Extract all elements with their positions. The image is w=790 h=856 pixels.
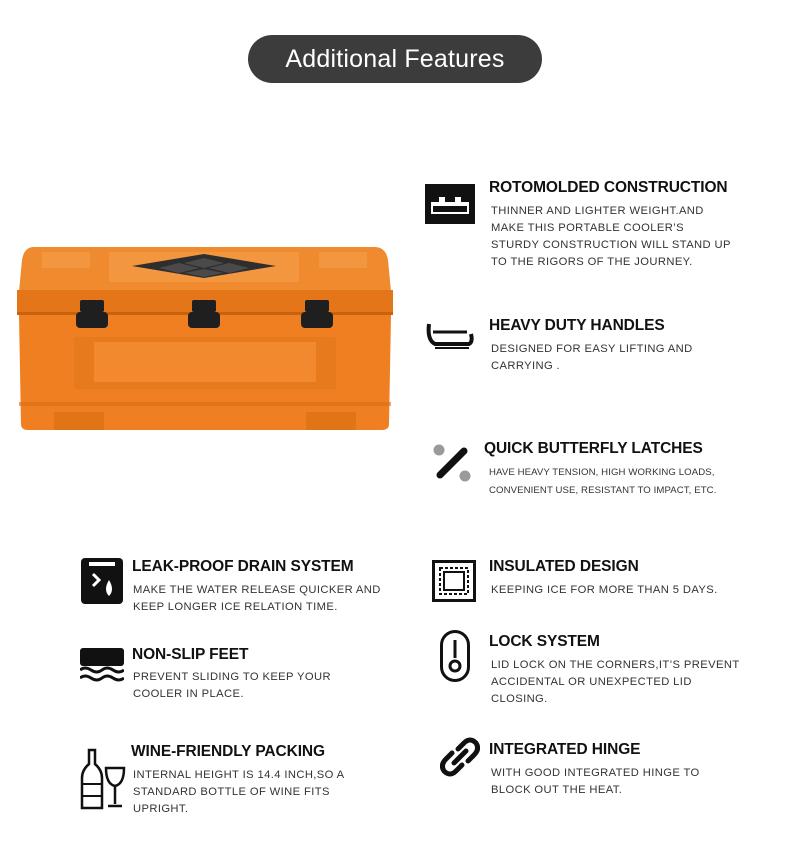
feature-title-insulated: INSULATED DESIGN [489,558,639,575]
castle-wall-icon [425,184,475,229]
feature-desc-hinge: WITH GOOD INTEGRATED HINGE TO BLOCK OUT THE HEAT. [491,767,700,796]
section-title: Additional Features [285,44,505,73]
insulated-box-icon [432,560,476,607]
chain-link-icon [440,737,480,782]
lock-icon [440,630,470,687]
feature-title-latches: QUICK BUTTERFLY LATCHES [484,440,703,457]
feature-title-wine: WINE-FRIENDLY PACKING [131,743,325,760]
feature-desc-drain: MAKE THE WATER RELEASE QUICKER AND KEEP LONGER ICE RELATION TIME. [133,584,381,613]
feature-desc-feet: PREVENT SLIDING TO KEEP YOUR COOLER IN PLACE. [133,671,331,700]
feature-desc-rotomolded: THINNER AND LIGHTER WEIGHT.AND MAKE THIS PORTABLE COOLER’S STURDY CONSTRUCTION WILL STAND UP TO THE RIGORS OF THE JOURNEY. [491,205,731,268]
handle-icon [425,318,475,357]
feature-title-feet: NON-SLIP FEET [132,646,249,663]
feature-title-lock: LOCK SYSTEM [489,633,600,650]
feature-desc-insulated: KEEPING ICE FOR MORE THAN 5 DAYS. [491,584,718,596]
feature-title-rotomolded: ROTOMOLDED CONSTRUCTION [489,179,728,196]
cooler-product-image [14,242,396,437]
drain-drop-icon [81,558,123,609]
wine-bottle-glass-icon [80,748,126,815]
feature-desc-lock: LID LOCK ON THE CORNERS,IT’S PREVENT ACCIDENTAL OR UNEXPECTED LID CLOSING. [491,659,740,705]
non-slip-waves-icon [80,648,124,689]
feature-desc-handles: DESIGNED FOR EASY LIFTING AND CARRYING . [491,343,693,372]
feature-title-hinge: INTEGRATED HINGE [489,741,641,758]
feature-title-drain: LEAK-PROOF DRAIN SYSTEM [132,558,354,575]
percent-latch-icon [432,443,472,488]
feature-desc-latches: HAVE HEAVY TENSION, HIGH WORKING LOADS, CONVENIENT USE, RESISTANT TO IMPACT, ETC. [489,467,717,496]
feature-desc-wine: INTERNAL HEIGHT IS 14.4 INCH,SO A STANDARD BOTTLE OF WINE FITS UPRIGHT. [133,769,344,815]
section-title-pill [248,35,542,83]
feature-title-handles: HEAVY DUTY HANDLES [489,317,665,334]
